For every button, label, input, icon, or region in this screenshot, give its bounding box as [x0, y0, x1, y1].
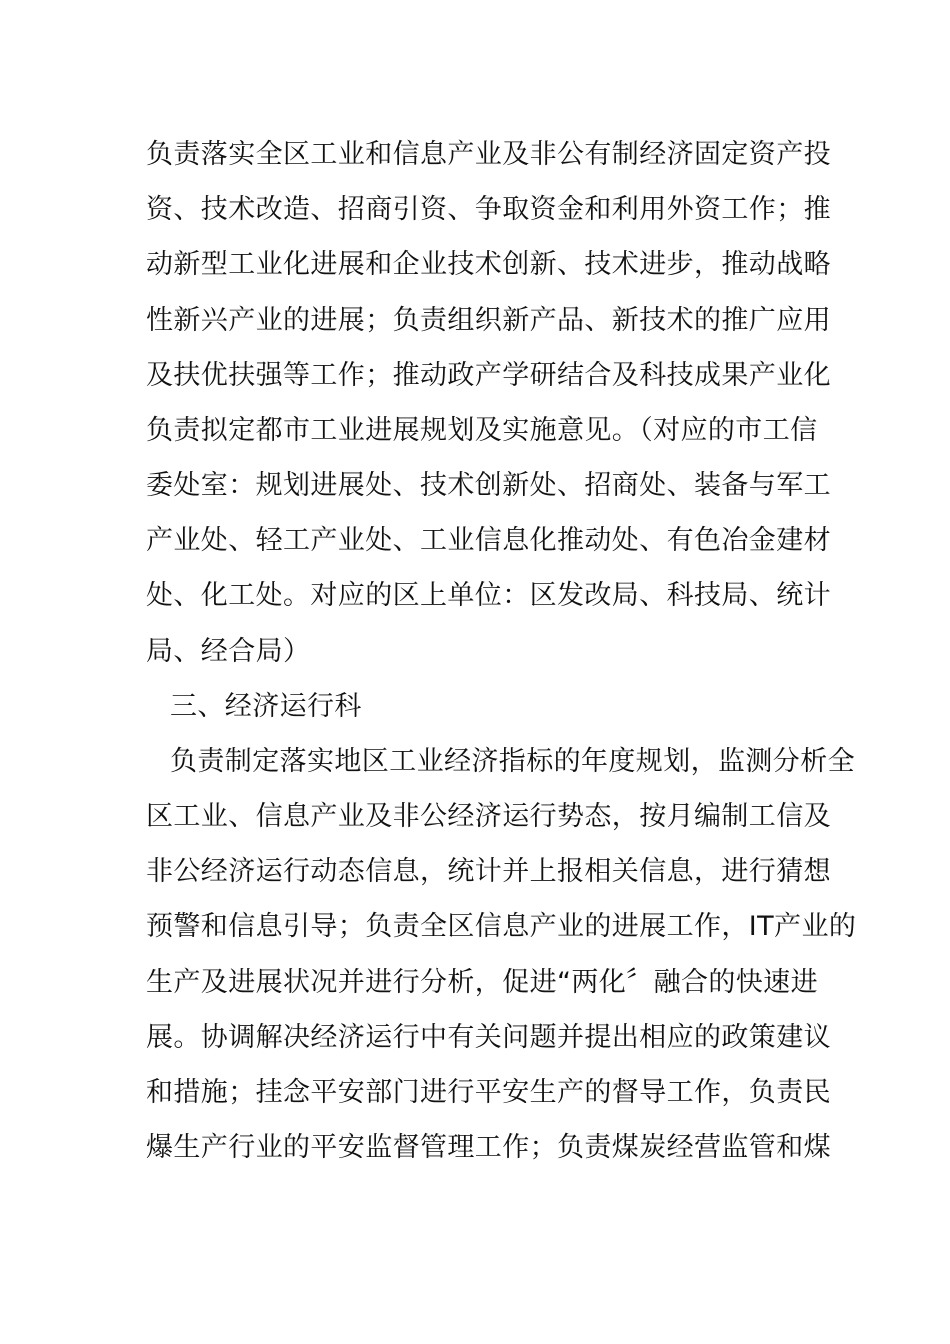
- text-line: 负责拟定都市工业进展规划及实施意见。（对应的市工信: [146, 415, 818, 446]
- text-line: 局、经合局）: [146, 636, 311, 667]
- text-line: 处、化工处。对应的区上单位：区发改局、科技局、统计: [146, 580, 831, 611]
- text-line: 及扶优扶强等工作；推动政产学研结合及科技成果产业化: [146, 360, 831, 391]
- text-line: 委处室：规划进展处、技术创新处、招商处、装备与军工: [146, 470, 831, 501]
- text-line: 预警和信息引导；负责全区信息产业的进展工作，IT产业的: [146, 911, 857, 942]
- text-line: 区工业、信息产业及非公经济运行势态，按月编制工信及: [146, 801, 831, 832]
- section-heading: 三、经济运行科: [170, 691, 362, 722]
- text-line: 生产及进展状况并进行分析，促进“两化〞融合的快速进: [146, 967, 818, 998]
- text-line: 负责落实全区工业和信息产业及非公有制经济固定资产投: [146, 139, 831, 170]
- text-line: 爆生产行业的平安监督管理工作；负责煤炭经营监管和煤: [146, 1132, 831, 1163]
- text-line: 产业处、轻工产业处、工业信息化推动处、有色冶金建材: [146, 525, 831, 556]
- text-line: 性新兴产业的进展；负责组织新产品、新技术的推广应用: [146, 305, 831, 336]
- text-line: 和措施；挂念平安部门进行平安生产的督导工作，负责民: [146, 1077, 831, 1108]
- text-line: 非公经济运行动态信息，统计并上报相关信息，进行猜想: [146, 856, 831, 887]
- text-line: 展。协调解决经济运行中有关问题并提出相应的政策建议: [146, 1022, 831, 1053]
- text-line: 负责制定落实地区工业经济指标的年度规划，监测分析全: [170, 746, 855, 777]
- text-line: 资、技术改造、招商引资、争取资金和利用外资工作；推: [146, 194, 831, 225]
- text-line: 动新型工业化进展和企业技术创新、技术进步，推动战略: [146, 249, 831, 280]
